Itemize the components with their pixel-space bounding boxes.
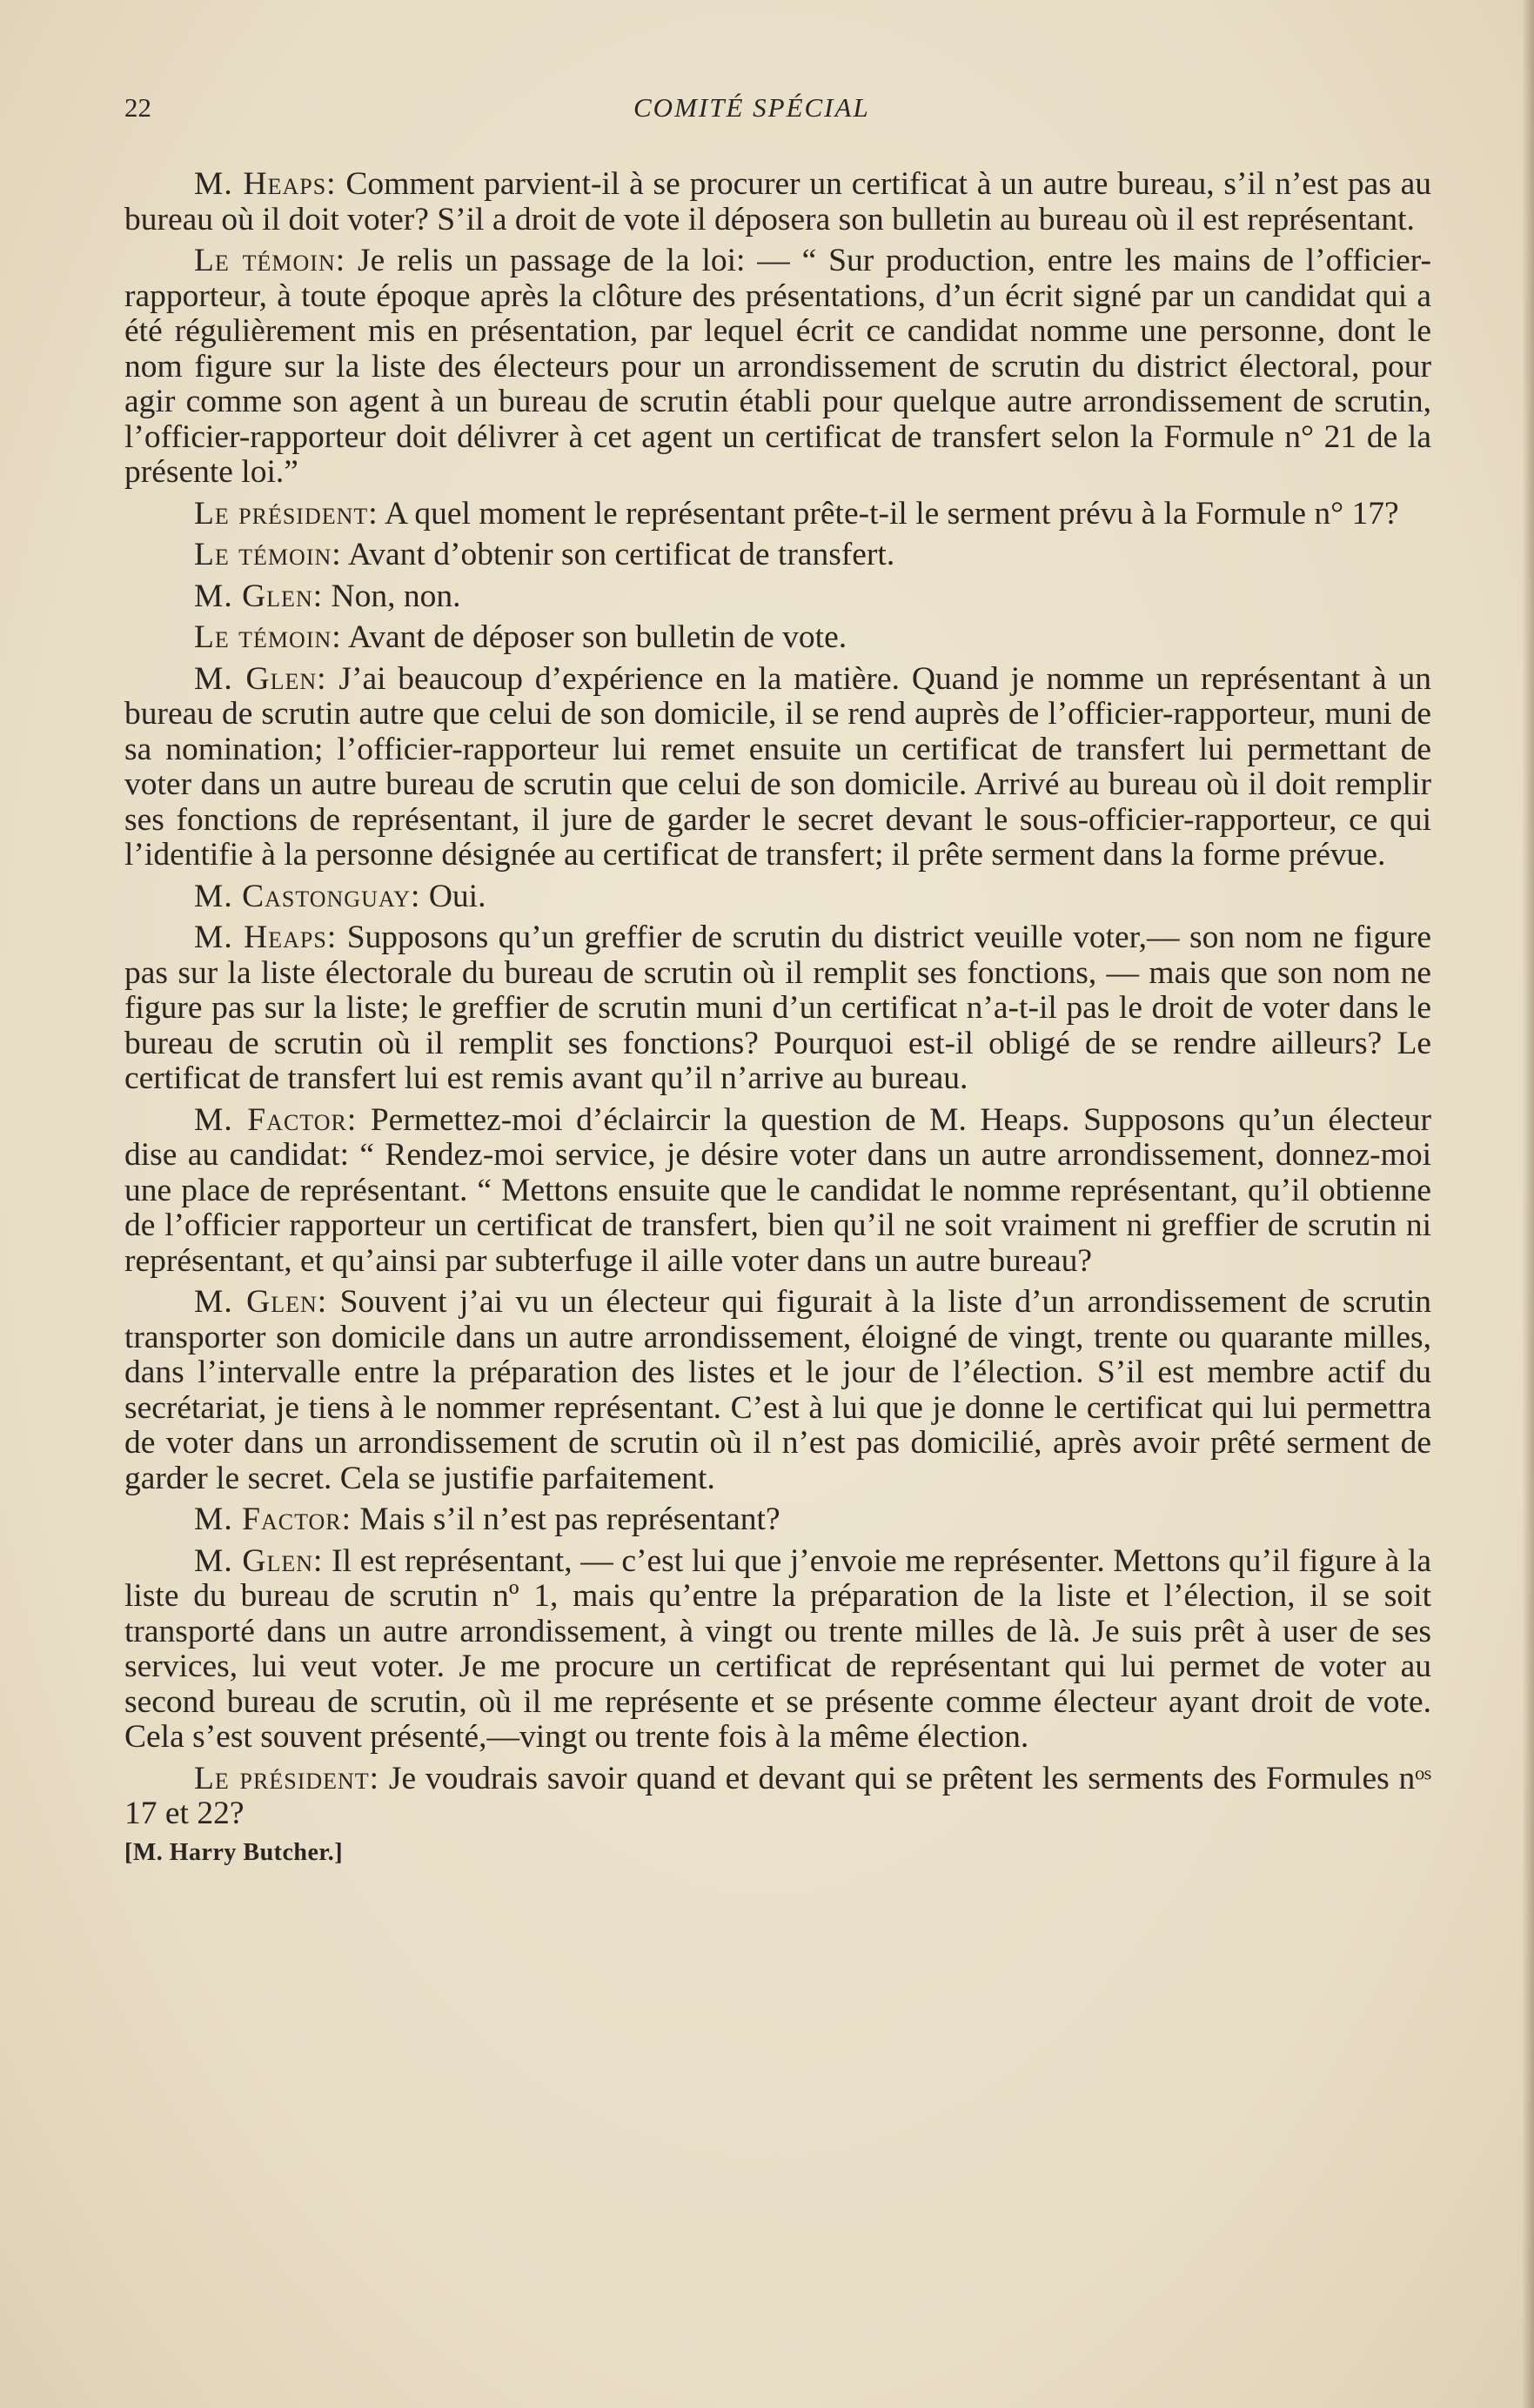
speaker-name: M. Glen: [194, 1284, 328, 1320]
speaker-name: M. Factor: [194, 1502, 352, 1537]
paragraph-text: Souvent j’ai vu un électeur qui figurait à la liste d’un arrondissement de scrutin transporter son domicile dans un autre arrondissement, éloigné de vingt, trente ou quarante milles, dans l’intervalle entre la préparation des listes et le jour de l’élection. S’il est membre actif du secrétariat, je tiens à le nommer représentant. C’est à lui que je donne le certificat qui lui permettra de voter dans un arrondissement de scrutin où il n’est pas domicilié, après avoir prêté serment de garder le secret. Cela se justifie parfaitement. [124, 1284, 1431, 1496]
transcript-paragraph [124, 620, 1431, 656]
transcript-paragraph [124, 1502, 1431, 1538]
transcript-paragraph [124, 167, 1431, 237]
speaker-name: Le témoin: [194, 537, 342, 572]
transcript-paragraph [124, 1762, 1431, 1832]
paragraph-text: Mais s’il n’est pas représentant? [352, 1502, 780, 1537]
transcript-paragraph [124, 1285, 1431, 1496]
transcript-body [124, 167, 1431, 1868]
witness-attribution: [M. Harry Butcher.] [124, 1838, 344, 1866]
paragraph-text: Je voudrais savoir quand et devant qui se prêtent les serments des Formules nᵒˢ 17 et 22? [124, 1760, 1432, 1831]
transcript-paragraph [124, 538, 1431, 573]
speaker-name: M. Glen: [194, 1542, 324, 1579]
page-edge-shadow [1522, 0, 1534, 2408]
page-header [124, 92, 1430, 136]
paragraph-text: Il est représentant, — c’est lui que j’envoie me représenter. Mettons qu’il figure à la liste du bureau de scrutin nº 1, mais qu’entre la préparation de la liste et l’élection, il se soit transporté dans un autre arrondissement, à vingt ou trente milles de là. Je suis prêt à user de ses services, lui veut voter. Je me procure un certificat de représentant qui lui permet de voter au second bureau de scrutin, où il me représente et se présente comme électeur ayant droit de vote. Cela s’est souvent présenté,—vingt ou trente fois à la même élection. [124, 1542, 1431, 1755]
speaker-name: Le président: [194, 495, 378, 532]
speaker-name: Le témoin: [194, 243, 346, 278]
transcript-paragraph [124, 662, 1431, 873]
transcript-paragraph [124, 920, 1431, 1097]
transcript-paragraph [124, 880, 1431, 915]
speaker-name: M. Glen: [194, 578, 324, 614]
speaker-name: M. Heaps: [194, 920, 338, 955]
paragraph-text: Non, non. [323, 578, 461, 614]
speaker-name: M. Factor: [194, 1101, 358, 1138]
transcript-paragraph [124, 579, 1431, 615]
paragraph-text: A quel moment le représentant prête-t-il le serment prévu à la Formule n° 17? [378, 495, 1399, 532]
paragraph-text: Avant de déposer son bulletin de vote. [341, 619, 847, 655]
speaker-name: Le témoin: [194, 619, 342, 655]
speaker-name: M. Glen: [194, 660, 327, 697]
transcript-paragraph [124, 244, 1431, 491]
speaker-name: M. Heaps: [194, 166, 337, 202]
paragraph-text: Oui. [420, 878, 486, 914]
transcript-paragraph [124, 1103, 1431, 1280]
paragraph-text: Supposons qu’un greffier de scrutin du district veuille voter,— son nom ne figure pas sur la liste électorale du bureau de scrutin où il remplit ses fonctions, — mais que son nom ne figure pas sur la liste; le greffier de scrutin muni d’un certificat n’a-t-il pas le droit de voter dans le bureau de scrutin où il remplit ses fonctions? Pourquoi est-il obligé de se rendre ailleurs? Le certificat de transfert lui est remis avant qu’il n’arrive au bureau. [124, 920, 1431, 1096]
speaker-name: M. Castonguay: [194, 878, 421, 914]
paragraph-text: Comment parvient-il à se procurer un certificat à un autre bureau, s’il n’est pas au bureau où il doit voter? S’il a droit de vote il déposera son bulletin au bureau où il est représentant. [124, 166, 1432, 237]
paragraph-text: J’ai beaucoup d’expérience en la matière. Quand je nomme un représentant à un bureau de scrutin autre que celui de son domicile, il se rend auprès de l’officier-rapporteur, muni de sa nomination; l’officier-rapporteur lui remet ensuite un certificat de transfert lui permettant de voter dans un autre bureau de scrutin que celui de son domicile. Arrivé au bureau où il doit remplir ses fonctions de représentant, il jure de garder le secret devant le sous-officier-rapporteur, ce qui l’identifie à la personne désignée au certificat de transfert; il prête serment dans la forme prévue. [124, 660, 1431, 873]
paragraph-text: Avant d’obtenir son certificat de transfert. [341, 537, 895, 572]
paragraph-text: Permettez-moi d’éclaircir la question de M. Heaps. Supposons qu’un électeur dise au candidat: “ Rendez-moi service, je désire voter dans un autre arrondissement, donnez-moi une place de représentant. “ Mettons ensuite que le candidat le nomme représentant, qu’il obtienne de l’officier rapporteur un certificat de transfert, bien qu’il ne soit vraiment ni greffier de scrutin ni représentant, et qu’ainsi par subterfuge il aille voter dans un autre bureau? [124, 1101, 1431, 1279]
transcript-paragraph [124, 497, 1431, 532]
page-number: 22 [124, 92, 151, 123]
paragraph-text: Je relis un passage de la loi: — “ Sur production, entre les mains de l’officier-rapporteur, à toute époque après la clôture des présentations, d’un écrit signé par un candidat qui a été régulièrement mis en présentation, par lequel écrit ce candidat nomme une personne, dont le nom figure sur la liste des électeurs pour un arrondissement de scrutin du district électoral, pour agir comme son agent à un bureau de scrutin établi pour quelque autre arrondissement de scrutin, l’officier-rapporteur doit délivrer à cet agent un certificat de transfert selon la Formule n° 21 de la présente loi.” [124, 243, 1431, 490]
transcript-paragraph [124, 1544, 1431, 1756]
running-title: COMITÉ SPÉCIAL [633, 92, 870, 123]
speaker-name: Le président: [194, 1760, 380, 1796]
